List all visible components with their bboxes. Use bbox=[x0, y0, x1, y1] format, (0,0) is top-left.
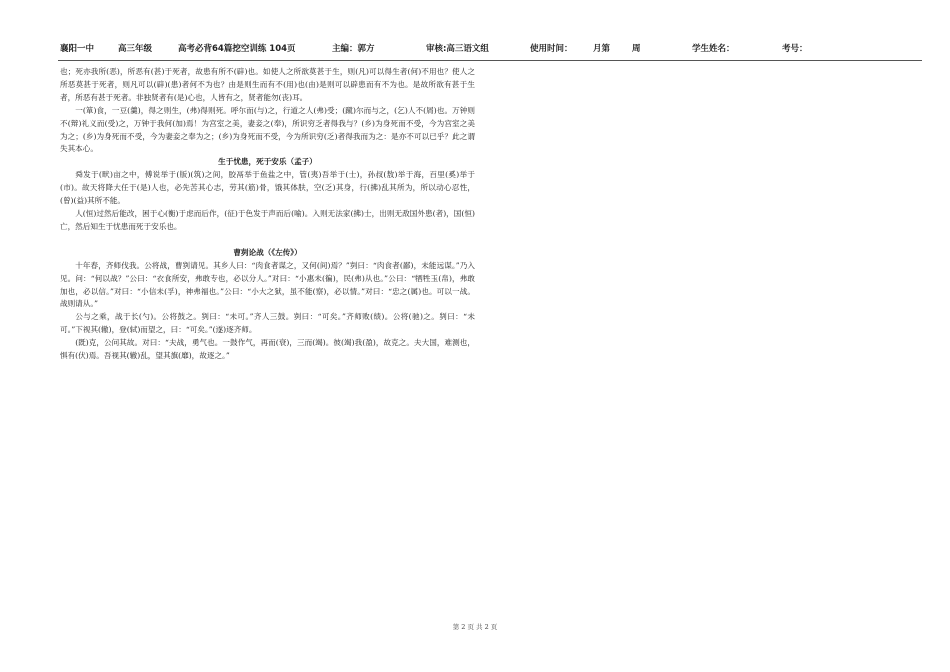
grade-label: 高三年级 bbox=[118, 44, 153, 54]
body-paragraph: 舜发于(畎)亩之中，傅说举于(版)(筑)之间，胶鬲举于鱼盐之中，管(夷)吾举于(士)，孙叔(敖)举于海，百里(奚)举于(市)。故天将降大任于(是)人也，必先苦其心志，劳其(筋)骨，饿其体肤，空(乏)其身，行(拂)乱其所为，所以动心忍性，(曾)(益)其所不能。 bbox=[60, 170, 475, 206]
exam-number-label: 考号： bbox=[782, 44, 808, 54]
body-paragraph: 也；死亦我所(恶)，所恶有(甚)于死者，故患有所不(辟)也。如使人之所欲莫甚于生，则(凡)可以得生者(何)不用也？使人之所恶莫甚于死者，则凡可以(辟)(患)者何不为也？由是则生而有不(用)也(由)是则可以辟患而有不为也。是故所欲有甚于生者，所恶有甚于死者。非独贤者有(是)心也，人皆有之，贤者能勿(丧)耳。 bbox=[60, 67, 475, 102]
editor-label: 主编：郭方 bbox=[332, 44, 375, 54]
body-paragraph: 公与之乘，战于长(勺)。公将鼓之。刿曰：“未可。”齐人三鼓。刿曰：“可矣。”齐师败(绩)。公将(驰)之。刿曰：“未可。”下视其(辙)，登(轼)而望之，曰：“可矣。”(遂)逐齐师。 bbox=[60, 312, 475, 335]
section-cao-gui bbox=[60, 247, 475, 363]
reviewer-label: 审核:高三语文组 bbox=[426, 44, 489, 54]
body-paragraph: 十年春，齐师伐我。公将战，曹刿请见。其乡人曰：“肉食者谋之，又何(间)焉？”刿曰：“肉食者(鄙)，未能远谋。”乃入见。问：“何以战？”公曰：“衣食所安，弗敢专也，必以分人。”对曰：“小惠未(徧)，民(弗)从也。”公曰：“牺牲玉(帛)，弗敢加也，必以信。”对曰：“小信未(孚)，神弗福也。”公曰：“小大之狱，虽不能(察)，必以情。”对曰：“忠之(属)也。可以一战。战则请从。” bbox=[60, 260, 475, 309]
document-body bbox=[60, 66, 475, 363]
student-name-label: 学生姓名： bbox=[692, 44, 735, 54]
month-label: 月第 bbox=[593, 44, 611, 54]
body-paragraph: 人(恒)过然后能改，困于心(衡)于虑而后作，(征)于色发于声而后(喻)。入则无法家(拂)士，出则无敌国外患(者)，国(恒)亡，然后知生于忧患而死于安乐也。 bbox=[60, 208, 475, 231]
body-paragraph: (既)克，公问其故。对曰：“夫战，勇气也。一鼓作气，再而(衰)，三而(竭)。彼(竭)我(盈)，故克之。夫大国，难测也，惧有(伏)焉。吾视其(辙)乱，望其旗(靡)，故逐之。” bbox=[60, 338, 475, 361]
section-sorrow-joy bbox=[60, 156, 475, 233]
header-divider bbox=[58, 60, 922, 61]
section-mencius-fish bbox=[60, 66, 475, 156]
school-name: 襄阳一中 bbox=[60, 44, 95, 54]
section-title: 生于忧患，死于安乐（孟子） bbox=[218, 157, 317, 167]
section-title: 曹刿论战（《左传》） bbox=[233, 247, 302, 257]
body-paragraph: 一(箪)食，一豆(羹)，得之则生，(弗)得则死。呼尔而(与)之，行道之人(弗)受；(蹴)尔而与之，(乞)人不(屑)也。万钟则不(辩)礼义而(受)之，万钟于我何(加)焉！为宫室之美，妻妾之(奉)，所识穷乏者得我与？(乡)为身死而不受，今为宫室之美为之；(乡)为身死而不受，今为妻妾之奉为之；(乡)为身死而不受，今为所识穷(乏)者得我而为之：是亦不可以已乎？此之谓失其本心。 bbox=[60, 105, 475, 154]
page-footer: 第 2 页 共 2 页 bbox=[452, 623, 498, 631]
use-time-label: 使用时间： bbox=[530, 44, 573, 54]
page-header bbox=[60, 40, 920, 58]
section-gap bbox=[60, 234, 475, 247]
week-label: 周 bbox=[632, 44, 641, 54]
document-title: 高考必背64篇挖空训练 104页 bbox=[178, 44, 296, 54]
